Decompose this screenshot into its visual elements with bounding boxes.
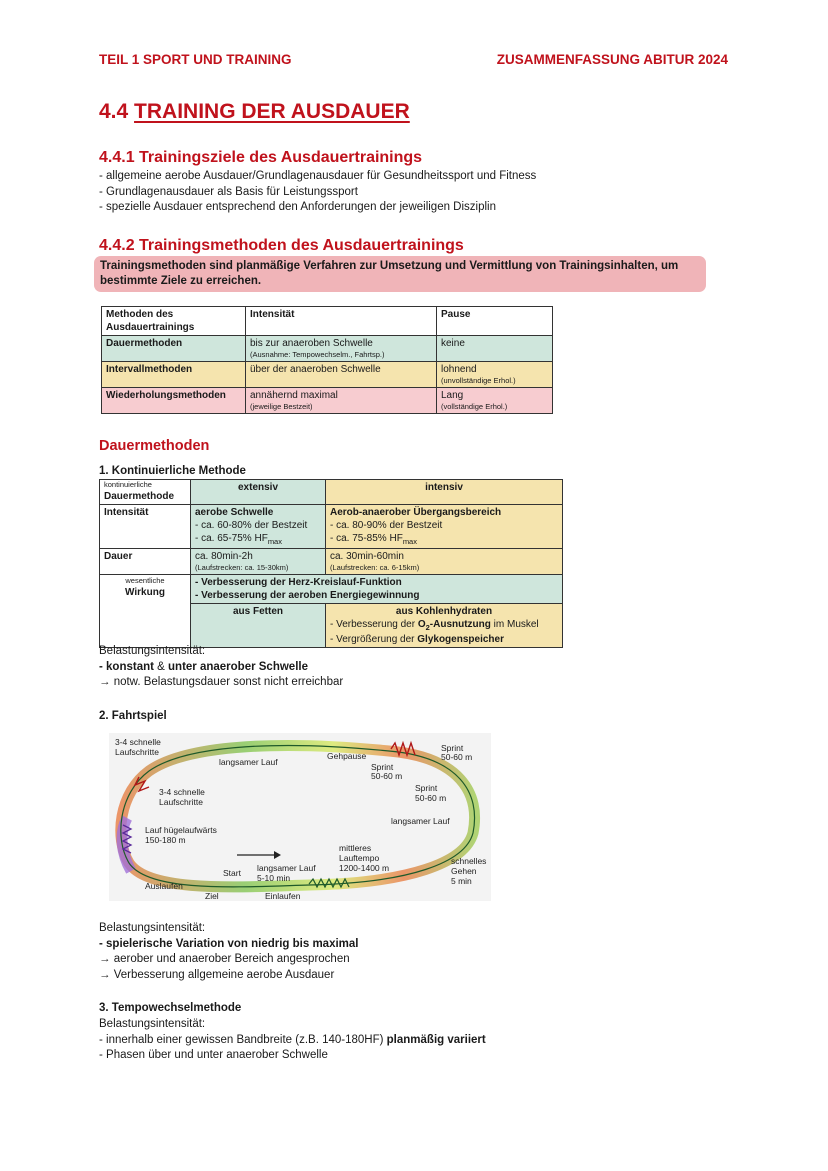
goal-item: - Grundlagenausdauer als Basis für Leistungssport	[99, 185, 358, 198]
definition-box	[94, 256, 706, 292]
table-row	[102, 362, 553, 388]
kont-heading: 1. Kontinuierliche Methode	[99, 465, 246, 477]
svg-text:langsamer Lauf: langsamer Lauf	[257, 863, 316, 873]
row-label: Intensität	[100, 505, 191, 549]
svg-text:mittleres: mittleres	[339, 843, 372, 853]
methods-heading: 4.4.2 Trainingsmethoden des Ausdauertrainings	[99, 237, 464, 254]
method-cell: Intervallmethoden	[102, 362, 246, 388]
svg-text:3-4 schnelle: 3-4 schnelle	[115, 737, 161, 747]
title-text: TRAINING DER AUSDAUER	[134, 100, 410, 123]
int-duration: ca. 30min-60min (Laufstrecken: ca. 6-15km)	[326, 549, 563, 575]
ext-source: aus Fetten	[191, 604, 326, 648]
svg-text:schnelles: schnelles	[451, 856, 487, 866]
methods-table	[101, 306, 553, 414]
table-header-row	[102, 307, 553, 336]
svg-text:Auslaufen: Auslaufen	[145, 881, 183, 891]
intensity-cell: annähernd maximal (jeweilige Bestzeit)	[246, 388, 437, 414]
fahrt-load: Belastungsintensität: - spielerische Variation von niedrig bis maximal → aerober und anaerober Bereich angesprochen → Verbesserung allgemeine aerobe Ausdauer	[99, 922, 359, 981]
int-intensity: Aerob-anaerober Übergangsbereich - ca. 80-90% der Bestzeit - ca. 75-85% $HF_{max}$	[326, 505, 563, 549]
svg-text:Lauf hügelaufwärts: Lauf hügelaufwärts	[145, 825, 217, 835]
svg-text:Laufschritte: Laufschritte	[115, 747, 159, 757]
svg-text:Sprint: Sprint	[441, 743, 464, 753]
kont-load: Belastungsintensität: - konstant & unter anaerober Schwelle → notw. Belastungsdauer sonst nicht erreichbar	[99, 645, 344, 688]
int-source: aus Kohlenhydraten - Verbesserung der $O_2$-Ausnutzung im Muskel - Vergrößerung der Glykogenspeicher	[326, 604, 563, 648]
shared-effect: - Verbesserung der Herz-Kreislauf-Funktion - Verbesserung der aeroben Energiegewinnung	[191, 575, 563, 604]
goal-item: - allgemeine aerobe Ausdauer/Grundlagenausdauer für Gesundheitssport und Fitness	[99, 170, 537, 182]
corner-cell: kontinuierliche Dauermethode	[100, 480, 191, 505]
kont-row-duration	[100, 549, 563, 575]
intensity-cell: über der anaeroben Schwelle	[246, 362, 437, 388]
pause-cell: Lang (vollständige Erhol.)	[437, 388, 553, 414]
header-left: TEIL 1 SPORT UND TRAINING	[99, 52, 292, 67]
svg-text:3-4 schnelle: 3-4 schnelle	[159, 787, 205, 797]
svg-text:langsamer Lauf: langsamer Lauf	[391, 816, 450, 826]
header-pause: Pause	[437, 307, 553, 336]
svg-text:Laufschritte: Laufschritte	[159, 797, 203, 807]
row-label: wesentliche Wirkung	[100, 575, 191, 648]
pause-cell: keine	[437, 336, 553, 362]
ext-intensity: aerobe Schwelle - ca. 60-80% der Bestzeit - ca. 65-75% $HF_{max}$	[191, 505, 326, 549]
fahrt-heading: 2. Fahrtspiel	[99, 710, 167, 722]
svg-text:langsamer Lauf: langsamer Lauf	[219, 757, 278, 767]
svg-text:Sprint: Sprint	[371, 762, 394, 772]
intensity-cell: bis zur anaeroben Schwelle (Ausnahme: Tempowechselm., Fahrtsp.)	[246, 336, 437, 362]
svg-text:5-10 min: 5-10 min	[257, 873, 291, 883]
tempo-load: Belastungsintensität: - innerhalb einer gewissen Bandbreite (z.B. 140-180HF) planmäßig variiert - Phasen über und unter anaerober Schwelle	[99, 1018, 486, 1061]
header-intensity: Intensität	[246, 307, 437, 336]
goals-heading: 4.4.1 Trainingsziele des Ausdauertrainings	[99, 149, 423, 166]
svg-text:Sprint: Sprint	[415, 783, 438, 793]
fahrtspiel-figure	[109, 733, 491, 901]
svg-text:Gehpause: Gehpause	[327, 751, 367, 761]
svg-text:5 min: 5 min	[451, 876, 472, 886]
col-intensiv: intensiv	[326, 480, 563, 505]
kont-table	[99, 479, 563, 648]
dauer-heading: Dauermethoden	[99, 438, 210, 454]
svg-text:Lauftempo: Lauftempo	[339, 853, 380, 863]
header-right: ZUSAMMENFASSUNG ABITUR 2024	[496, 52, 728, 67]
svg-text:Gehen: Gehen	[451, 866, 477, 876]
title-number: 4.4	[99, 100, 129, 123]
goals-list	[99, 169, 536, 216]
svg-text:Start: Start	[223, 868, 241, 878]
svg-text:Ziel: Ziel	[205, 891, 219, 901]
page-title	[99, 100, 410, 124]
svg-text:50-60 m: 50-60 m	[415, 793, 447, 803]
svg-text:50-60 m: 50-60 m	[441, 752, 473, 762]
tempo-heading: 3. Tempowechselmethode	[99, 1002, 242, 1014]
arrow-head	[274, 851, 281, 859]
kont-header-row	[100, 480, 563, 505]
header-methods: Methoden des Ausdauertrainings	[102, 307, 246, 336]
table-row	[102, 388, 553, 414]
definition-line: bestimmte Ziele zu erreichen.	[100, 275, 262, 287]
method-cell: Wiederholungsmethoden	[102, 388, 246, 414]
definition-line: Trainingsmethoden sind planmäßige Verfahren zur Umsetzung und Vermittlung von Trainingsinhalten, um	[100, 260, 679, 272]
svg-text:50-60 m: 50-60 m	[371, 771, 403, 781]
goal-item: - spezielle Ausdauer entsprechend den Anforderungen der jeweiligen Disziplin	[99, 201, 497, 213]
kont-row-intensity	[100, 505, 563, 549]
col-extensiv: extensiv	[191, 480, 326, 505]
svg-text:150-180 m: 150-180 m	[145, 835, 186, 845]
table-row	[102, 336, 553, 362]
svg-text:1200-1400 m: 1200-1400 m	[339, 863, 390, 873]
svg-text:Einlaufen: Einlaufen	[265, 891, 301, 901]
kont-row-effect	[100, 575, 563, 604]
pause-cell: lohnend (unvollständige Erhol.)	[437, 362, 553, 388]
ext-duration: ca. 80min-2h (Laufstrecken: ca. 15-30km)	[191, 549, 326, 575]
method-cell: Dauermethoden	[102, 336, 246, 362]
row-label: Dauer	[100, 549, 191, 575]
